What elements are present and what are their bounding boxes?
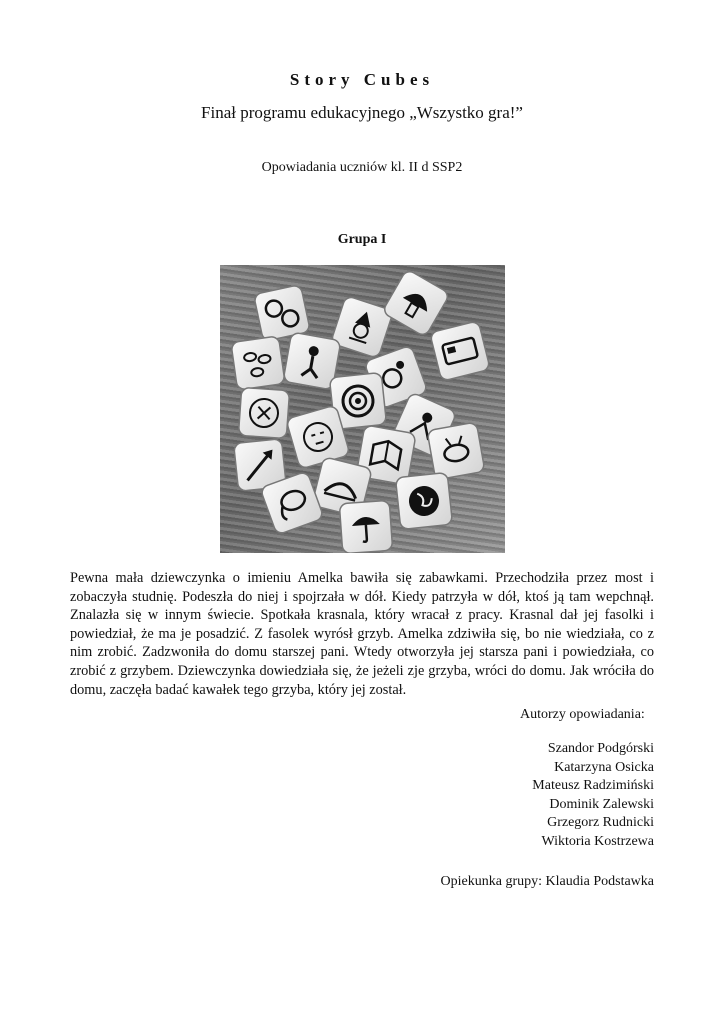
authors-list [532, 740, 654, 852]
story-paragraph: Pewna mała dziewczynka o imieniu Amelka bawiła się zabawkami. Przechodziła przez most i zobaczyła studnię. Podeszła do niej i spojrzała w dół. Kiedy patrzyła w dół, ktoś ją tam wepchnął. Znalazła się w innym świecie. Spotkała krasnala, który wracał z pracy. Krasnal dał jej fasolki i powiedział, że ma je posadzić. Z fasolek wyrósł grzyb. Amelka zdziwiła się, bo nie wiedziała, co z nim zrobić. Zadzwoniła do domu starszej pani. Wtedy otworzyła jej starsza pani i powiedziała, co zrobić z grzybem. Dziewczynka dowiedziała się, że jeżeli zje grzyba, wróci do domu. Jak wróciła do domu, zaczęła badać kawałek tego grzyba, który jej został. [70, 570, 654, 698]
class-line: Opowiadania uczniów kl. II d SSP2 [261, 160, 463, 175]
document-subtitle: Finał programu edukacyjnego „Wszystko gra!” [201, 103, 523, 122]
author-name: Katarzyna Osicka [554, 759, 654, 775]
dice-illustration [220, 265, 505, 553]
author-name: Wiktoria Kostrzewa [541, 833, 654, 849]
author-name: Szandor Podgórski [547, 741, 654, 756]
document-title: Story Cubes [289, 70, 435, 89]
die-face-icon [238, 387, 289, 438]
group-heading: Grupa I [337, 232, 387, 247]
author-name: Grzegorz Rudnicki [547, 815, 654, 831]
story-cubes-dice-photo [220, 265, 505, 553]
authors-label: Autorzy opowiadania: [520, 707, 645, 722]
die-globe-icon [395, 472, 452, 529]
die-card-icon [430, 321, 491, 382]
die-beans-icon [231, 336, 285, 390]
author-name: Dominik Zalewski [549, 796, 654, 812]
die-umbrella-icon [339, 500, 392, 553]
die-handcuffs-icon [254, 285, 311, 342]
die-mushroom-icon [382, 269, 450, 337]
author-name: Mateusz Radzimiński [532, 778, 654, 794]
group-guardian: Opiekunka grupy: Klaudia Podstawka [440, 874, 654, 889]
die-bee-icon [427, 422, 485, 480]
